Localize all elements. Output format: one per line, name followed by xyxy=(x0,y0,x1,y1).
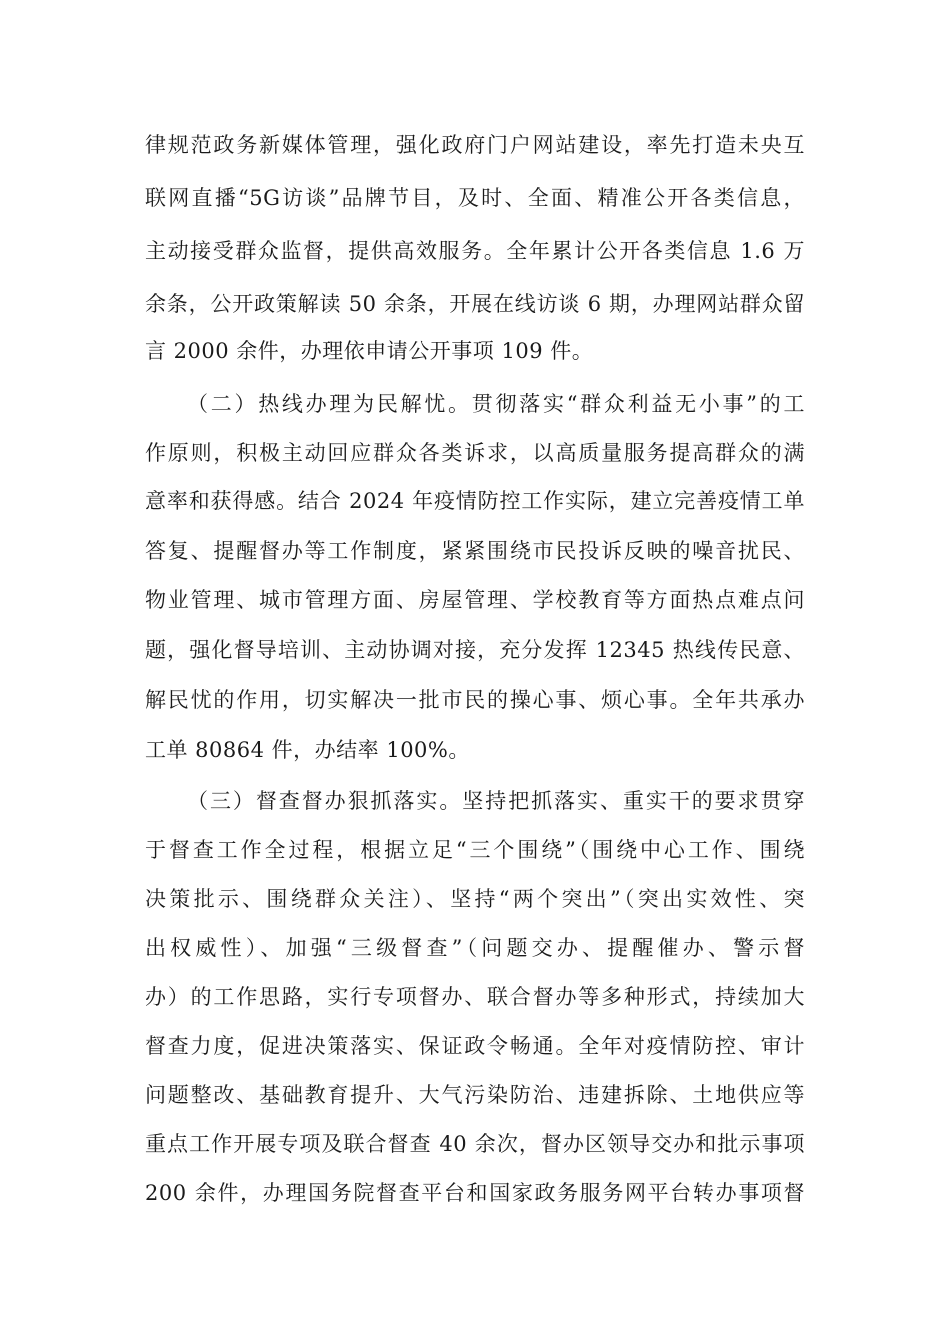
text-line-8: 意率和获得感。结合 2024 年疫情防控工作实际，建立完善疫情工单 xyxy=(145,489,805,513)
text-line-1: 律规范政务新媒体管理，强化政府门户网站建设，率先打造未央互 xyxy=(145,133,805,157)
text-line-7: 作原则，积极主动回应群众各类诉求，以高质量服务提高群众的满 xyxy=(145,441,805,465)
text-line-12: 解民忧的作用，切实解决一批市民的操心事、烦心事。全年共承办 xyxy=(145,688,805,712)
text-line-19: 督查力度，促进决策落实、保证政令畅通。全年对疫情防控、审计 xyxy=(145,1034,805,1058)
paragraph-2-heading-line: （二）热线办理为民解忧。贯彻落实“群众利益无小事”的工 xyxy=(187,392,805,416)
text-line-4: 余条，公开政策解读 50 余条，开展在线访谈 6 期，办理网站群众留 xyxy=(145,292,805,316)
text-line-10: 物业管理、城市管理方面、房屋管理、学校教育等方面热点难点问 xyxy=(145,588,805,612)
text-line-15: 于督查工作全过程，根据立足“三个围绕”（围绕中心工作、围绕 xyxy=(145,838,805,862)
paragraph-3-heading-line: （三）督查督办狠抓落实。坚持把抓落实、重实干的要求贯穿 xyxy=(187,789,805,813)
text-line-22: 200 余件，办理国务院督查平台和国家政务服务网平台转办事项督 xyxy=(145,1181,805,1205)
text-line-13: 工单 80864 件，办结率 100%。 xyxy=(145,738,470,762)
text-line-2: 联网直播“5G访谈”品牌节目，及时、全面、精准公开各类信息， xyxy=(145,186,805,210)
text-line-16: 决策批示、围绕群众关注）、坚持“两个突出”（突出实效性、突 xyxy=(145,887,805,911)
text-line-20: 问题整改、基础教育提升、大气污染防治、违建拆除、土地供应等 xyxy=(145,1083,805,1107)
text-line-11: 题，强化督导培训、主动协调对接，充分发挥 12345 热线传民意、 xyxy=(145,638,805,662)
text-line-18: 办）的工作思路，实行专项督办、联合督办等多种形式，持续加大 xyxy=(145,985,805,1009)
text-line-21: 重点工作开展专项及联合督查 40 余次，督办区领导交办和批示事项 xyxy=(145,1132,805,1156)
text-line-17: 出权威性）、加强“三级督查”（问题交办、提醒催办、警示督 xyxy=(145,936,805,960)
text-line-9: 答复、提醒督办等工作制度，紧紧围绕市民投诉反映的噪音扰民、 xyxy=(145,539,805,563)
text-line-3: 主动接受群众监督，提供高效服务。全年累计公开各类信息 1.6 万 xyxy=(145,239,805,263)
text-line-5: 言 2000 余件，办理依申请公开事项 109 件。 xyxy=(145,339,594,363)
